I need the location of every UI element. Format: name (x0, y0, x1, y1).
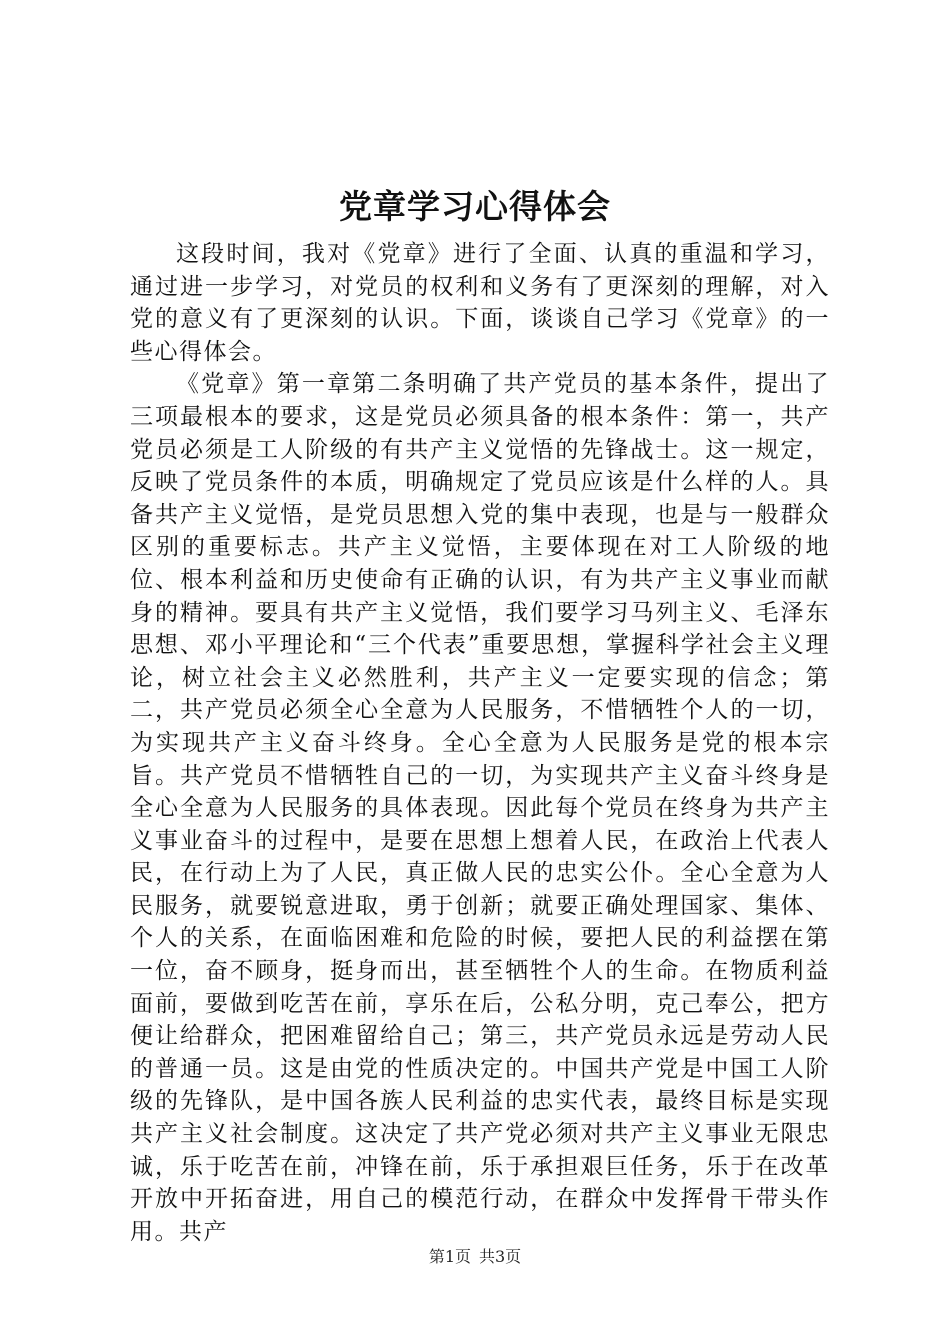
page-footer (0, 1246, 950, 1268)
document-body (130, 238, 830, 1248)
page-total: 共3页 (479, 1247, 522, 1266)
paragraph-main: 《党章》第一章第二条明确了共产党员的基本条件，提出了三项最根本的要求，这是党员必须具备的根本条件：第一，共产党员必须是工人阶级的有共产主义觉悟的先锋战士。这一规定，反映了党员条件的本质，明确规定了党员应该是什么样的人。具备共产主义觉悟，是党员思想入党的集中表现，也是与一般群众区别的重要标志。共产主义觉悟，主要体现在对工人阶级的地位、根本利益和历史使命有正确的认识，有为共产主义事业而献身的精神。要具有共产主义觉悟，我们要学习马列主义、毛泽东思想、邓小平理论和“三个代表”重要思想，掌握科学社会主义理论，树立社会主义必然胜利，共产主义一定要实现的信念；第二，共产党员必须全心全意为人民服务，不惜牺牲个人的一切，为实现共产主义奋斗终身。全心全意为人民服务是党的根本宗旨。共产党员不惜牺牲自己的一切，为实现共产主义奋斗终身是全心全意为人民服务的具体表现。因此每个党员在终身为共产主义事业奋斗的过程中，是要在思想上想着人民，在政治上代表人民，在行动上为了人民，真正做人民的忠实公仆。全心全意为人民服务，就要锐意进取，勇于创新；就要正确处理国家、集体、个人的关系，在面临困难和危险的时候，要把人民的利益摆在第一位，奋不顾身，挺身而出，甚至牺牲个人的生命。在物质利益面前，要做到吃苦在前，享乐在后，公私分明，克己奉公，把方便让给群众，把困难留给自己；第三，共产党员永远是劳动人民的普通一员。这是由党的性质决定的。中国共产党是中国工人阶级的先锋队，是中国各族人民利益的忠实代表，最终目标是实现共产主义社会制度。这决定了共产党必须对共产主义事业无限忠诚，乐于吃苦在前，冲锋在前，乐于承担艰巨任务，乐于在改革开放中开拓奋进，用自己的模范行动，在群众中发挥骨干带头作用。共产 (130, 371, 830, 1245)
page-number: 第1页 (428, 1247, 471, 1266)
document-title: 党章学习心得体会 (339, 187, 611, 226)
paragraph-intro: 这段时间，我对《党章》进行了全面、认真的重温和学习，通过进一步学习，对党员的权利和义务有了更深刻的理解，对入党的意义有了更深刻的认识。下面，谈谈自己学习《党章》的一些心得体会。 (130, 241, 830, 365)
